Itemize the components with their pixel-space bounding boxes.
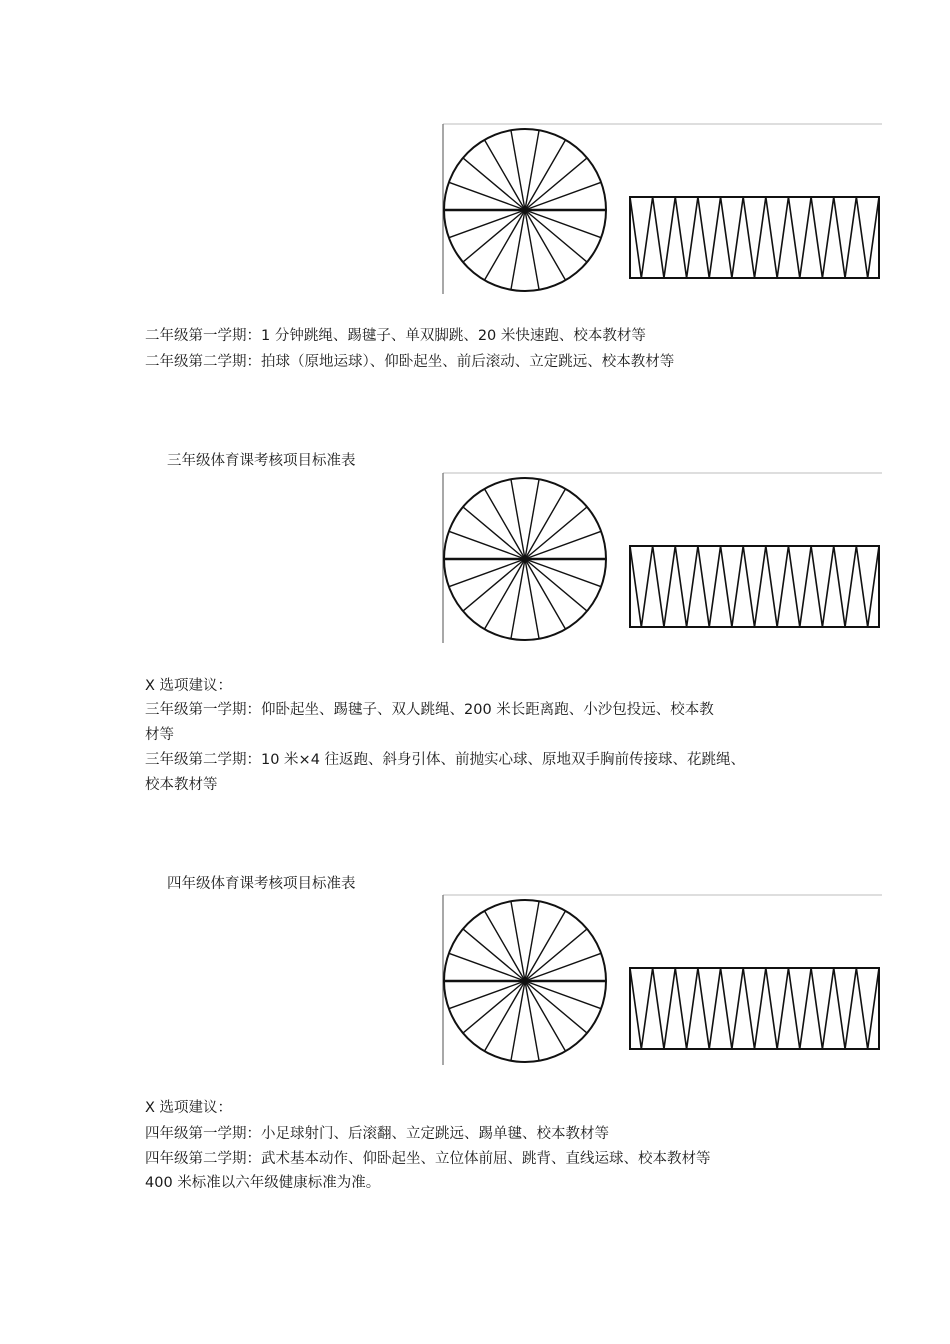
wheel-zigzag-svg — [440, 123, 882, 295]
grade4-note-text: 400 米标准以六年级健康标准为准。 — [145, 1175, 381, 1191]
grade4-semester2-text: 四年级第二学期：武术基本动作、仰卧起坐、立位体前屈、跳背、直线运球、校本教材等 — [145, 1151, 711, 1167]
spoked-wheel — [444, 478, 606, 640]
grade3-option-label: X 选项建议： — [145, 678, 233, 694]
grade2-semester1-text: 二年级第一学期：1 分钟跳绳、踢毽子、单双脚跳、20 米快速跑、校本教材等 — [145, 328, 646, 344]
zigzag-box — [630, 197, 879, 278]
grade3-semester1-text: 三年级第一学期：仰卧起坐、踢毽子、双人跳绳、200 米长距离跑、小沙包投远、校本教 — [145, 702, 714, 718]
spoked-wheel — [444, 900, 606, 1062]
grade4-semester1-text: 四年级第一学期：小足球射门、后滚翻、立定跳远、踢单毽、校本教材等 — [145, 1126, 609, 1142]
zigzag-box — [630, 968, 879, 1049]
grade2-semester2-text: 二年级第二学期：拍球（原地运球）、仰卧起坐、前后滚动、立定跳远、校本教材等 — [145, 354, 675, 370]
figure-wheel-zigzag-3 — [440, 894, 882, 1066]
figure-wheel-zigzag-1 — [440, 123, 882, 295]
spoked-wheel — [444, 129, 606, 291]
grade3-semester2-text-cont: 校本教材等 — [145, 777, 218, 793]
figure-wheel-zigzag-2 — [440, 472, 882, 644]
zigzag-box — [630, 546, 879, 627]
grade4-option-label: X 选项建议： — [145, 1100, 233, 1116]
wheel-zigzag-svg — [440, 472, 882, 644]
wheel-zigzag-svg — [440, 894, 882, 1066]
grade3-heading: 三年级体育课考核项目标准表 — [167, 453, 356, 469]
grade4-heading: 四年级体育课考核项目标准表 — [167, 876, 356, 892]
grade3-semester2-text: 三年级第二学期：10 米×4 往返跑、斜身引体、前抛实心球、原地双手胸前传接球、花跳绳、 — [145, 752, 746, 768]
grade3-semester1-text-cont: 材等 — [145, 727, 174, 743]
